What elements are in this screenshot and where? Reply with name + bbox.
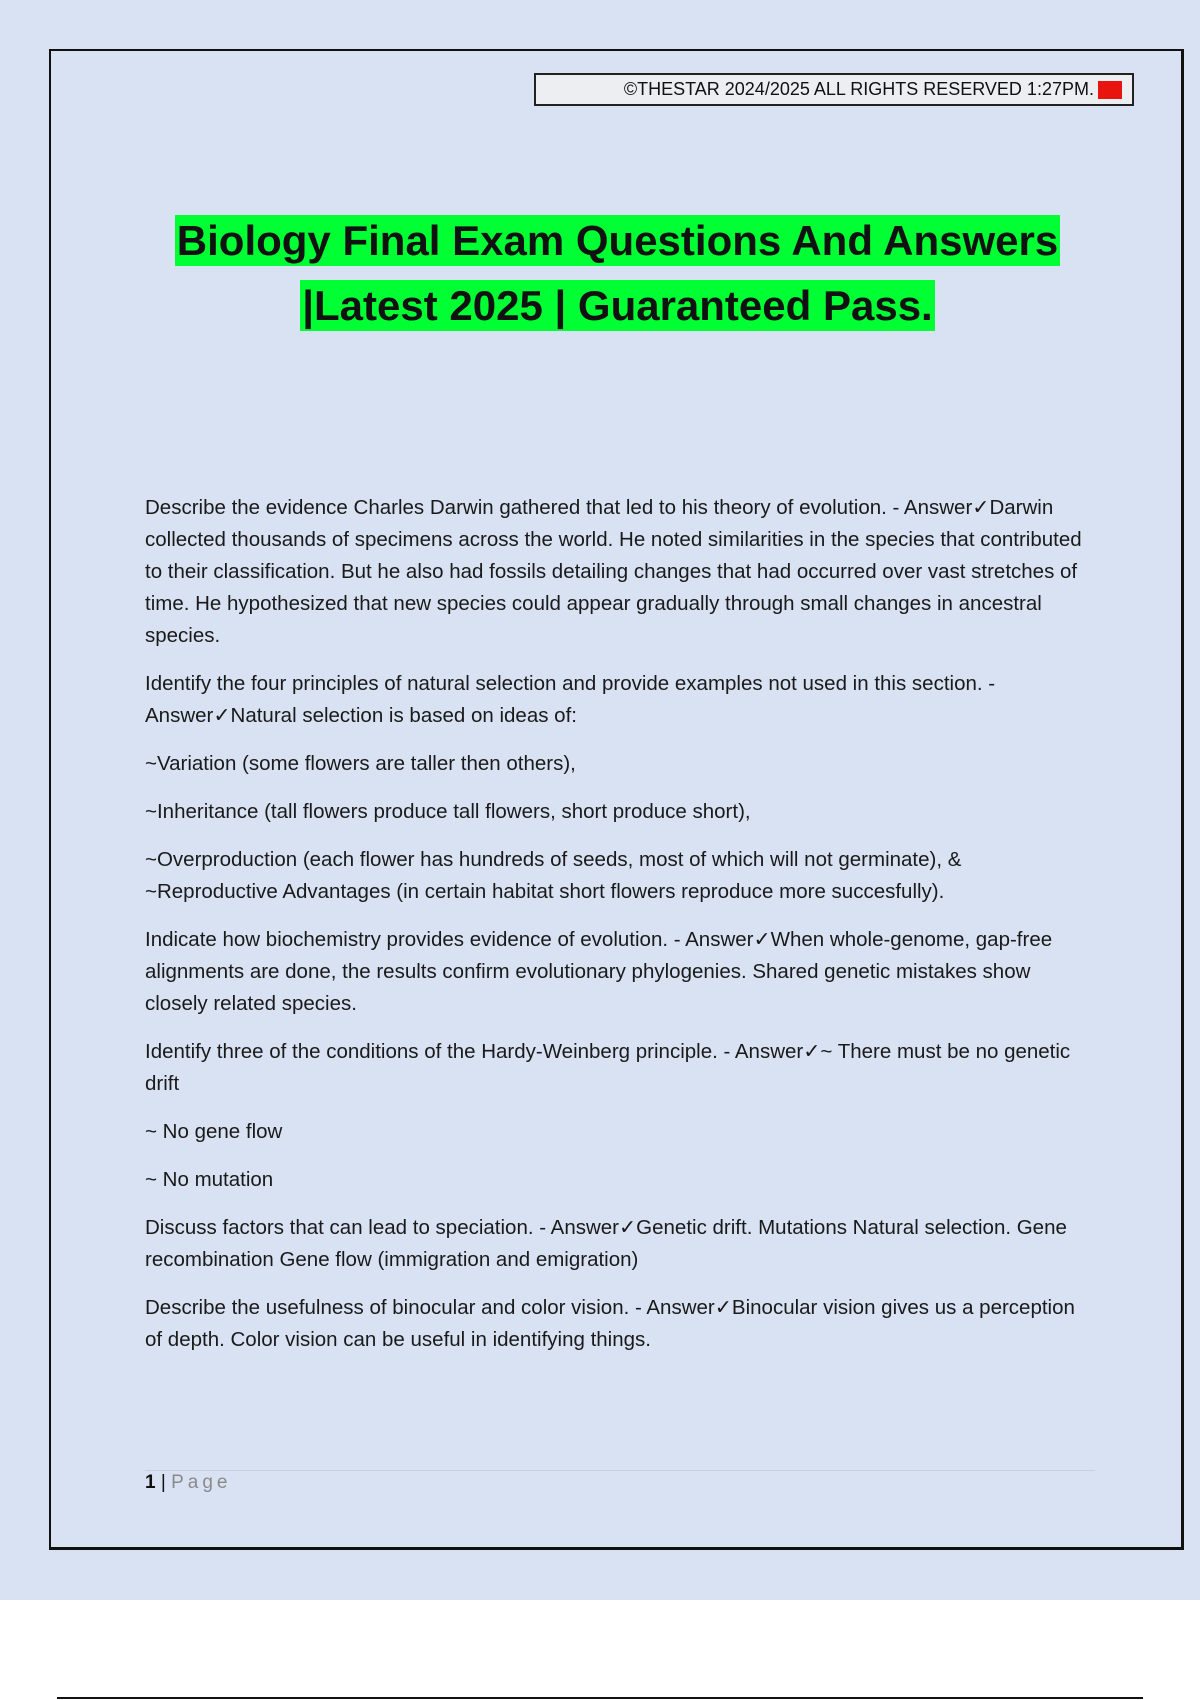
grade-badge: A+ [1099, 80, 1120, 98]
paragraph: Describe the usefulness of binocular and color vision. - Answer✓Binocular vision gives us a perception of depth. Color vision can be useful in identifying things. [145, 1296, 1075, 1351]
paragraph: ~Overproduction (each flower has hundreds of seeds, most of which will not germinate), & ~Reproductive Advantages (in certain habitat short flowers reproduce more succesfully). [145, 848, 962, 903]
copyright-banner [534, 73, 1134, 106]
paragraph: Discuss factors that can lead to speciation. - Answer✓Genetic drift. Mutations Natural selection. Gene recombination Gene flow (immigration and emigration) [145, 1216, 1067, 1271]
title-line-1: Biology Final Exam Questions And Answers [176, 217, 1059, 264]
paragraph: Indicate how biochemistry provides evidence of evolution. - Answer✓When whole-genome, gap-free alignments are done, the results confirm evolutionary phylogenies. Shared genetic mistakes show closely related species. [145, 928, 1053, 1015]
copyright-text: ©THESTAR 2024/2025 ALL RIGHTS RESERVED 1:27PM. [623, 79, 1094, 99]
paragraph: ~ No gene flow [145, 1120, 283, 1143]
bottom-rule [57, 1697, 1143, 1699]
document-body [145, 492, 1095, 1372]
page-footer [145, 1472, 231, 1494]
paragraph: ~Inheritance (tall flowers produce tall flowers, short produce short), [145, 800, 751, 823]
paragraph: Identify three of the conditions of the Hardy-Weinberg principle. - Answer✓~ There must be no genetic drift [145, 1040, 1071, 1095]
paragraph: Identify the four principles of natural selection and provide examples not used in this section. - Answer✓Natural selection is based on ideas of: [145, 672, 996, 727]
document-title [0, 208, 1200, 338]
paragraph: ~ No mutation [145, 1168, 274, 1191]
footer-separator: | [160, 1472, 166, 1493]
title-line-2: |Latest 2025 | Guaranteed Pass. [302, 282, 933, 329]
paragraph: ~Variation (some flowers are taller then others), [145, 752, 576, 775]
footer-divider [145, 1470, 1095, 1471]
paragraph: Describe the evidence Charles Darwin gathered that led to his theory of evolution. - Answer✓Darwin collected thousands of specimens across the world. He noted similarities in the species that contributed to their classification. But he also had fossils detailing changes that had occurred over vast stretches of time. He hypothesized that new species could appear gradually through small changes in ancestral species. [145, 496, 1082, 647]
page-number: 1 [145, 1472, 156, 1493]
page-label: Page [171, 1472, 232, 1493]
